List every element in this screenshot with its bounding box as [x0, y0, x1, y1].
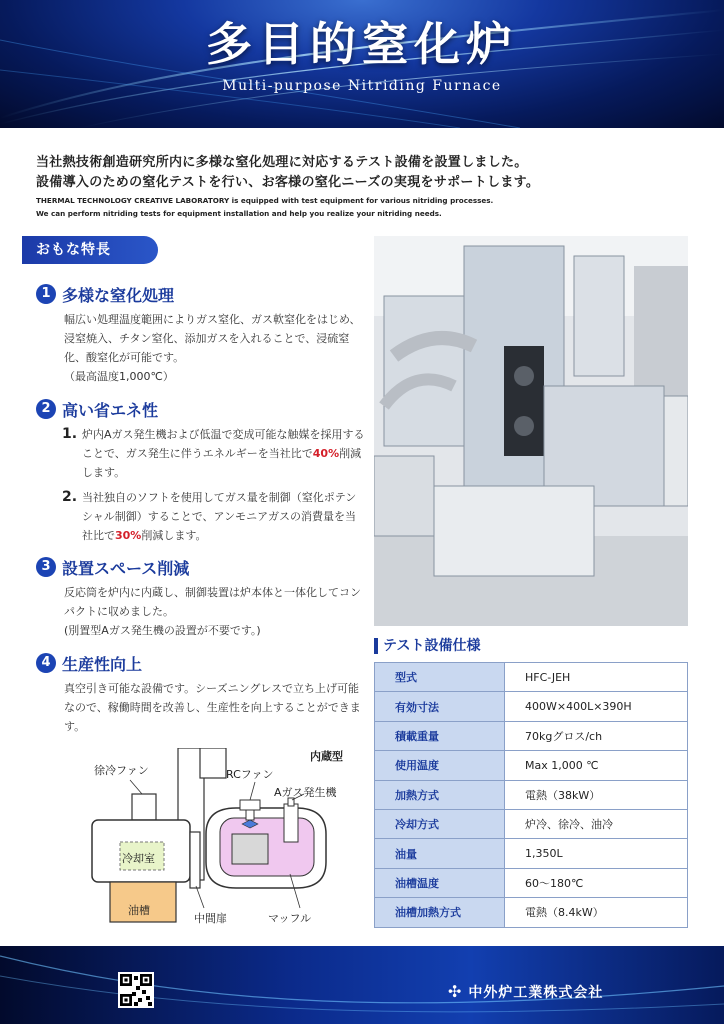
- slow-cool-fan-label: 徐冷ファン: [94, 764, 149, 777]
- qr-code[interactable]: [118, 972, 154, 1008]
- rc-fan-label: RCファン: [226, 768, 274, 781]
- feature-body: 反応筒を炉内に内蔵し、制御装置は炉本体と一体化してコンパクトに収めました。: [64, 586, 361, 618]
- feature-4: [36, 651, 366, 736]
- table-row: [375, 898, 688, 927]
- spec-key: 油槽温度: [375, 868, 505, 897]
- intro-en-2: We can perform nitriding tests for equipment installation and help you realize your nitriding needs.: [36, 209, 442, 218]
- sub-item-text: 当社独自のソフトを使用してガス量を制御（窒化ポテンシャル制御）することで、アンモニアガスの消費量を当社比で: [82, 491, 357, 542]
- spec-key: 油量: [375, 839, 505, 868]
- footer-banner: [0, 946, 724, 1024]
- company-logo-icon: ✣: [448, 982, 463, 1001]
- features-heading: おもな特長: [22, 236, 158, 264]
- spec-key: 油槽加熱方式: [375, 898, 505, 927]
- spec-title: テスト設備仕様: [374, 638, 480, 654]
- feature-title: 設置スペース削減: [62, 558, 190, 578]
- page-title: 多目的窒化炉: [206, 17, 518, 71]
- spec-value: 400W×400L×390H: [505, 692, 688, 721]
- table-row: [375, 809, 688, 838]
- sub-item-number: 1.: [62, 426, 78, 442]
- table-row: [375, 751, 688, 780]
- sub-item-number: 2.: [62, 489, 78, 505]
- feature-number-badge: 1: [36, 284, 56, 304]
- spec-value: HFC-JEH: [505, 663, 688, 692]
- oil-tank-label: 油槽: [128, 904, 150, 917]
- muffle-label: マッフル: [268, 912, 312, 925]
- feature-sub-item: [62, 425, 366, 482]
- spec-value: Max 1,000 ℃: [505, 751, 688, 780]
- table-row: [375, 780, 688, 809]
- spec-value: 電熱（8.4kW）: [505, 898, 688, 927]
- feature-title: 多様な窒化処理: [62, 285, 175, 305]
- sub-item-text-end: 削減します。: [82, 447, 362, 479]
- feature-note: （最高温度1,000℃）: [64, 370, 174, 383]
- spec-value: 1,350L: [505, 839, 688, 868]
- feature-number-badge: 2: [36, 399, 56, 419]
- feature-sub-item: [62, 488, 366, 545]
- highlight-percent: 40%: [312, 447, 340, 460]
- spec-value: 電熱（38kW）: [505, 780, 688, 809]
- feature-body: 幅広い処理温度範囲によりガス窒化、ガス軟窒化をはじめ、浸窒焼入、チタン窒化、添加ガスを入れることで、浸硫窒化、酸窒化が可能です。: [64, 313, 361, 364]
- table-row: [375, 692, 688, 721]
- qr-code-icon: [120, 974, 152, 1006]
- feature-2: [36, 397, 366, 545]
- feature-body: 真空引き可能な設備です。シーズニングレスで立ち上げ可能なので、稼働時間を改善し、生産性を向上することができます。: [64, 682, 361, 733]
- table-row: [375, 721, 688, 750]
- furnace-diagram: [70, 748, 370, 938]
- feature-note: (別置型Aガス発生機の設置が不要です。): [64, 624, 261, 637]
- spec-key: 使用温度: [375, 751, 505, 780]
- feature-title: 生産性向上: [62, 654, 143, 674]
- header-banner: [0, 0, 724, 128]
- spec-key: 冷却方式: [375, 809, 505, 838]
- furnace-photo: [374, 236, 688, 626]
- middle-door-label: 中間扉: [194, 912, 227, 925]
- diagram-type-label: 内蔵型: [310, 750, 343, 763]
- spec-key: 有効寸法: [375, 692, 505, 721]
- table-row: [375, 663, 688, 692]
- intro-section: [36, 153, 696, 219]
- furnace-photo-illustration: [374, 236, 688, 626]
- spec-key: 加熱方式: [375, 780, 505, 809]
- page-subtitle: Multi-purpose Nitriding Furnace: [222, 78, 502, 94]
- feature-number-badge: 4: [36, 653, 56, 673]
- feature-3: [36, 555, 366, 640]
- sub-item-text: 炉内Aガス発生機および低温で変成可能な触媒を採用することで、ガス発生に伴うエネルギーを当社比で: [82, 428, 365, 460]
- intro-line-2: 設備導入のための窒化テストを行い、お客様の窒化ニーズの実現をサポートします。: [36, 175, 540, 190]
- sub-item-text-end: 削減します。: [141, 529, 207, 542]
- spec-value: 炉冷、徐冷、油冷: [505, 809, 688, 838]
- feature-1: [36, 282, 366, 386]
- intro-en-1: THERMAL TECHNOLOGY CREATIVE LABORATORY is equipped with test equipment for various nitriding processes.: [36, 196, 494, 205]
- spec-table: [374, 662, 688, 928]
- table-row: [375, 839, 688, 868]
- company-name-text: 中外炉工業株式会社: [468, 985, 604, 1001]
- spec-key: 積載重量: [375, 721, 505, 750]
- intro-line-1: 当社熱技術創造研究所内に多様な窒化処理に対応するテスト設備を設置しました。: [36, 155, 528, 170]
- table-row: [375, 868, 688, 897]
- company-name: [448, 982, 603, 1002]
- spec-key: 型式: [375, 663, 505, 692]
- cooling-room-label: 冷却室: [122, 852, 155, 865]
- a-gas-generator-label: Aガス発生機: [274, 786, 337, 799]
- spec-value: 60～180℃: [505, 868, 688, 897]
- feature-number-badge: 3: [36, 557, 56, 577]
- highlight-percent: 30%: [115, 529, 142, 542]
- spec-value: 70kgグロス/ch: [505, 721, 688, 750]
- footer-swoosh-decoration: [0, 946, 724, 1024]
- feature-title: 高い省エネ性: [62, 400, 159, 420]
